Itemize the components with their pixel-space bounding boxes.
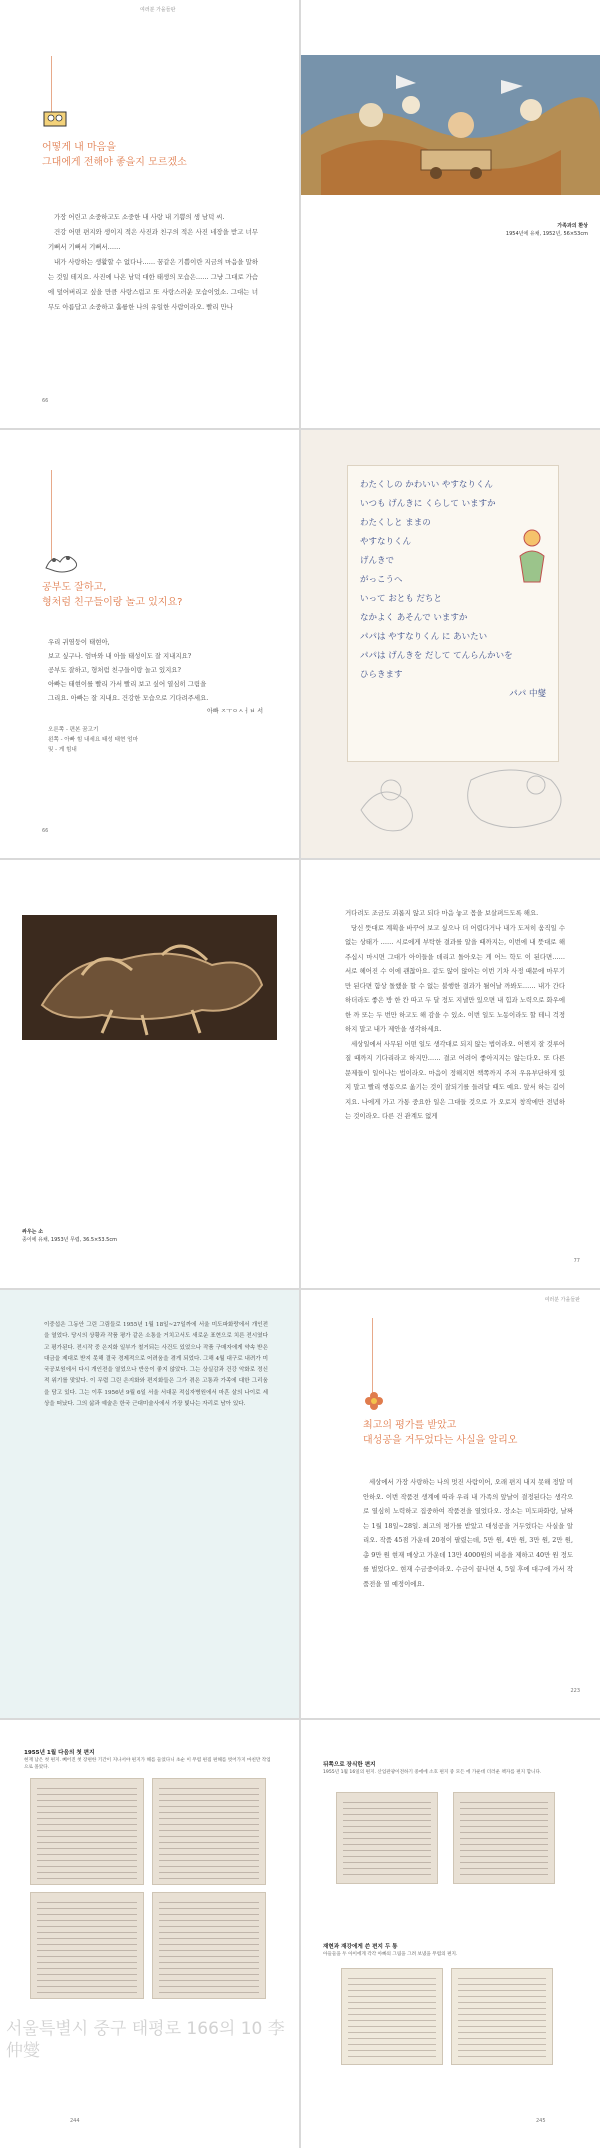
spread-4 [0, 1290, 600, 1718]
page-right [301, 860, 600, 1288]
signature: 아빠 ㅈㅜㅇㅅㅓㅂ 서 [207, 708, 263, 715]
page-number: 66 [42, 398, 49, 404]
letter-page-image [152, 1778, 266, 1885]
painting-image [301, 55, 600, 195]
section-caption-title: 1955년 1월 다음의 첫 편지 [24, 1750, 95, 1756]
page-right [301, 0, 600, 428]
page-right [301, 1290, 600, 1718]
spread-2 [0, 430, 600, 858]
children-drawing-icon [42, 550, 82, 574]
painting-caption: 가족과의 환상 1954년에 유채, 1952년, 56×53cm [505, 223, 588, 237]
letter-page-image [152, 1892, 266, 1999]
section-caption-title: 뒤쪽으로 장식한 편지 [323, 1762, 376, 1768]
page-number: 77 [573, 1258, 580, 1264]
translation-notes: 오른쪽 - 편본 꿈고기 왼쪽 - 아빠 힘 내세요 태성 태현 엄마 및 - 게 힘내 [48, 727, 138, 753]
letter-image [347, 465, 559, 762]
illustrated-letter-image [451, 1968, 553, 2065]
page-left [0, 1290, 299, 1718]
painting-caption: 싸우는 소 종이에 유채, 1953년 무렵, 36.5×53.5cm [22, 1229, 117, 1243]
flower-icon [363, 1390, 385, 1412]
section-caption-title: 재현과 재강에게 쓴 편지 두 통 [323, 1944, 398, 1950]
letter-page-image [453, 1792, 555, 1884]
accent-line [51, 56, 52, 116]
spread-3 [0, 860, 600, 1288]
page-left [0, 0, 299, 428]
page-left [0, 860, 299, 1288]
family-drawing-icon [42, 108, 70, 130]
page-title: 어떻게 내 마음을 그대에게 전해야 좋을지 모르겠소 [42, 142, 187, 168]
page-right [301, 430, 600, 858]
letter-drawing [512, 526, 552, 586]
body-text: 거다려도 조금도 괴롭지 않고 되다 마음 놓고 몹을 보살펴드도록 해요. 당신 뜻대로 계획을 바꾸어 보고 싶으나 더 어렵다거나 내가 도저히 움직일 수 없는 상태가 …… 시로에게 부탁한 결과를 알을 때까지는, 이번에 내 뜻대로 해주십시 마시면 그대가 아이들을 데리고 돌아오는 게 어느 학도 이 된다면…… 서로 헤어진 수 이에 괜찮아요. 같도 않이 않아는 이번 기차 사정 때문에 마무기만 된다면 함상 돌했을 할 수 없는 불행한 결과가 될어날 까봐도…… 내가 간다 하더라도 좋은 방 한 칸 따고 두 달 정도 지낼만 있으면 내 힘과 노력으로 화우에 한 까 또는 두 번만 하고도 해 감을 수 있소. 이번 일도 노동이라도 할 테니 걱정하지 말고 내가 제안을 생각하세요. 세상일에서 사무된 어떤 일도 생각대로 되지 않는 법이라오. 어쩐지 잘 것루어질 때까지 기다리라고 하지만…… 결코 어려어 좋아지지는 않는다오. 또 다른 문제들이 일어나는 법이라오. 마음이 정해지면 책쪽까지 주저 우유부단하게 있지 말고 빨리 행동으로 옮기는 것이 잘되기를 들려달 때도 예요. 앞서 하는 길이지요. 나에게 가고 가통 중요한 일은 그대들 것으로 가 오로지 창작에만 전념하는 것이라오. 다른 건 관계도 없게 [345, 909, 565, 1120]
section-caption-text: 1955년 1월 16일의 편지. 산업관광이전하기 중에에 소호 편지 중 모든 에 가운데 더러운 책자를 편지 합니다. [323, 1770, 542, 1775]
body-text: 가장 어린고 소중하고도 소중한 내 사랑 내 기쁨의 생 남덕 씨. 건강 어떤 편지와 생이지 적은 사진과 친구의 적은 사진 네장을 받고 너무 기뻐서 기뻐서 기뻐서…… 내가 사랑하는 생활할 수 없다나…… 꿈같은 기쁨이란 지금의 마음을 말하는 것일 테지요. 사진에 나온 남덕 대한 태생의 모습은…… 그냥 그대로 가슴에 덮어버리고 싶을 만큼 사랑스럽고 또 사랑스러운 모습이었소. 그대는 너무도 아름답고 소중하고 훌륭한 나의 유일한 사람이라오. 빨리 만나 [48, 213, 259, 311]
line-sketch [351, 750, 581, 840]
body-text: 우리 귀염둥이 태현아, 보고 싶구나. 엄마와 내 아들 태성이도 잘 지내지요? 공부도 잘하고, 형처럼 친구들이랑 놀고 있지요? 아빠는 태현이를 빨리 가서 빨리 보고 싶어 열심히 그림을 그리요. 아빠는 잘 지내요. 건강한 모습으로 기다려주세요. 아빠 ㅈㅜㅇㅅㅓㅂ 서 [48, 635, 263, 719]
letter-page-image [30, 1778, 144, 1885]
page-left [0, 1720, 299, 2148]
accent-line [51, 470, 52, 560]
accent-line [372, 1318, 373, 1393]
running-header: 여러분 가을들판 [140, 7, 176, 13]
section-caption-text: 아들들을 두 아이에게 각각 아빠의 그림을 그려 보냈을 무렵의 편지. [323, 1952, 458, 1957]
page-number: 66 [42, 828, 49, 834]
bull-painting [22, 915, 277, 1040]
illustrated-letter-image [341, 1968, 443, 2065]
page-number: 223 [570, 1688, 580, 1694]
spread-5 [0, 1720, 600, 2148]
section-caption-text: 현재 남은 첫 편지. 빼어진 첫 장편한 기간이 지나서야 편지가 해를 들었다니 초순 이 무렵 편집 편해를 벗어가지 마친만 작업으로 몰았다. [24, 1758, 271, 1770]
page-title: 공부도 잘하고, 형처럼 친구들이랑 놀고 있지요? [42, 582, 183, 608]
page-right [301, 1720, 600, 2148]
envelope-address-stamp: 서울특별시 중구 태평로 166의 10 李仲燮 [6, 2019, 285, 2061]
letter-text: わたくしの かわいい やすなりくん いつも げんきに くらして いますか わたくしと ままの やすなりくん げんきで がっこうへ いって おとも だちと なかよく あそんで いますか パパは やすなりくん に あいたい パパは げんきを だして てんらんかいを ひらきます パパ 中燮 [360, 480, 546, 699]
running-header: 여러분 가을들판 [544, 1297, 580, 1303]
page-left [0, 430, 299, 858]
letter-page-image [336, 1792, 438, 1884]
body-text: 세상에서 가장 사랑하는 나의 멋진 사람이어, 오래 편지 내지 못해 정말 미안하오. 이번 작품전 생계에 따라 우리 내 가족의 앞날이 결정된다는 생각으로 열심히 노력하고 집중하여 작품전을 열었다오. 장소는 미도파화랑, 날짜는 1월 18일~28일. 최고의 평가를 받았고 대성공을 거두었다는 사실을 알리오. 작품 45점 가운데 20점이 팔렸는데, 5만 원, 4만 원, 3만 원, 2만 원, 총 9만 원 현재 매상고 가운데 13만 4000원의 비용을 제하고 40만 원 정도를 벌었다오. 현재 수금중이라오. 수금이 끝나면 4, 5일 후에 대구에 가서 작품전을 열 예정이에요. [363, 1478, 573, 1588]
spread-1 [0, 0, 600, 428]
body-text: 이중섭은 그동안 그린 그림들로 1955년 1월 18일~27일까에 서울 미도파화랑에서 개인전을 열었다. 당시의 상황과 작품 평가 같은 소통을 거치고서도 새로운 표현으로 치른 전시였다고 평가된다. 전시작 중 은지화 일부가 철거되는 사건도 있었으나 작품 구매자에게 약속 받은 대금을 제대로 받지 못해 결국 경제적으로 어려움을 겪게 되었다. 그해 4월 대구로 내려가 미국공보원에서 다시 개인전을 열었으나 반응이 좋지 않았다. 그는 상실감과 건강 악화로 정신적 위기를 맞았다. 이 무렵 그린 은지화와 편지화들은 그가 겪은 고통과 가족에 대한 그리움을 담고 있다. 그는 이후 1956년 9월 6일 서울 서대문 적십자병원에서 마흔 살의 나이로 세상을 떠났다. 그의 삶과 예술은 한국 근대미술사에서 가장 빛나는 자리로 남아 있다. [44, 1322, 268, 1408]
page-number: 245 [536, 2118, 546, 2124]
page-title: 최고의 평가를 받았고 대성공을 거두었다는 사실을 알리오 [363, 1420, 518, 1446]
page-number: 244 [70, 2118, 80, 2124]
letter-page-image [30, 1892, 144, 1999]
